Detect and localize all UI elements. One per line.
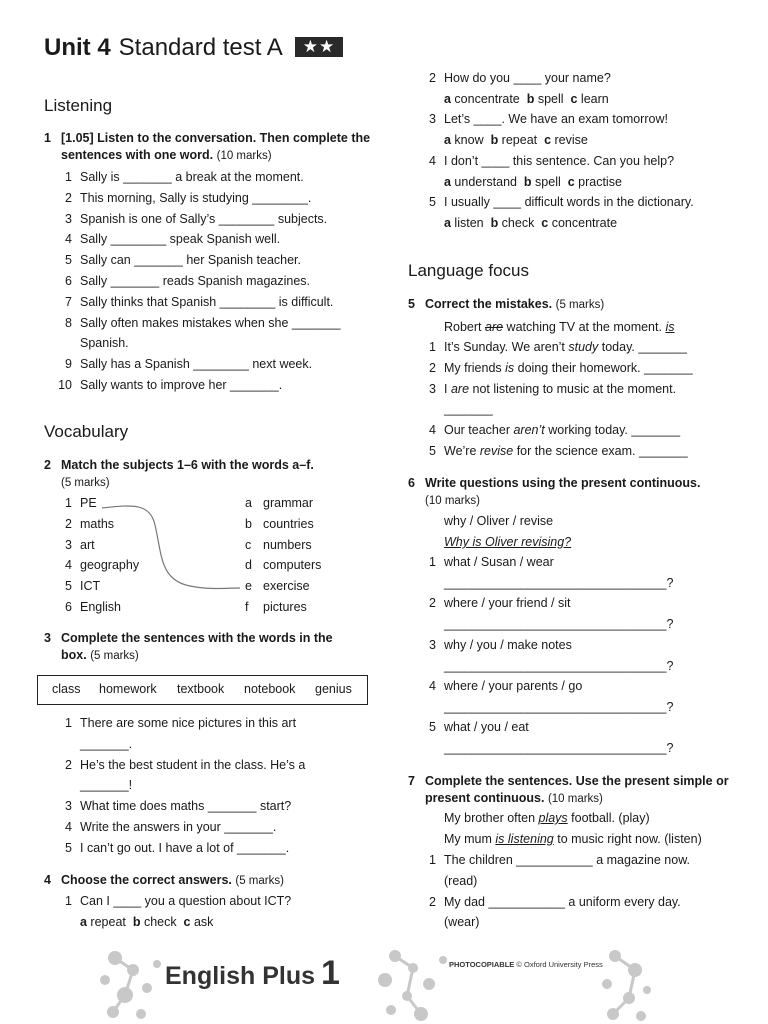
match-subject: 1 PE [52,496,97,510]
answer-blank: ________________________________? [444,658,674,673]
page-title [44,34,343,62]
list-item: 3 What time does maths _______ start? [52,799,291,813]
section-vocabulary: Vocabulary [44,422,129,441]
item-number: 2 [65,190,72,205]
item-number: 3 [65,211,72,226]
item-number: 2 [429,71,436,85]
item-number: 5 [65,840,72,855]
unit-label: Unit 4 [44,34,111,61]
match-line-example [100,500,250,595]
struck-word: are [485,320,504,334]
item-number: 1 [65,170,72,184]
item-number: 4 [65,820,72,834]
answer-options: a listen b check c concentrate [444,215,618,230]
item-number: 10 [58,378,72,392]
q5-example: Robert are watching TV at the moment. is [444,320,675,334]
box-word: genius [315,682,352,696]
item-number: 5 [65,253,72,268]
match-curve [102,506,240,589]
list-item: 8 Sally often makes mistakes when she _______ [52,316,341,330]
q5-instruction: 5 Correct the mistakes. (5 marks) [408,297,605,311]
copyright-notice: PHOTOCOPIABLE © Oxford University Press [449,960,603,969]
list-item: 2 He’s the best student in the class. He’s a [52,758,305,772]
box-word: homework [99,682,157,696]
list-item: _______. [80,736,133,751]
match-word: c numbers [245,537,312,552]
match-subject: 6 English [52,600,121,614]
list-item: 3 Spanish is one of Sally’s ________ subjects. [52,212,327,226]
question-item: 5 I usually ____ difficult words in the dictionary. [416,195,694,209]
list-item: 6 Sally _______ reads Spanish magazines. [52,274,310,288]
question-item: 3 Let’s ____. We have an exam tomorrow! [416,112,668,126]
q3-instruction: 3 Complete the sentences with the words in the box. (5 marks) [44,631,333,662]
list-item: 2 My dad ___________ a uniform every day. [416,895,681,909]
list-item: 2 My friends is doing their homework. _______ [416,361,693,375]
item-number: 3 [65,537,72,552]
match-word: d computers [245,558,322,573]
answer-options: a repeat b check c ask [80,915,214,929]
q2-instruction: 2 Match the subjects 1–6 with the words a–f. (5 marks) [44,458,314,489]
list-item: 4 Sally ________ speak Spanish well. [52,232,280,246]
example-answer: is [665,320,675,334]
item-number: 5 [65,579,72,594]
match-word: a grammar [245,496,314,510]
list-item: _______! [80,778,133,793]
match-word: e exercise [245,579,310,594]
item-number: 2 [65,757,72,772]
list-item: 5 Sally can _______ her Spanish teacher. [52,253,301,267]
q6-example-prompt: why / Oliver / revise [444,514,554,528]
match-subject: 2 maths [52,517,114,531]
q6-instruction: 6 Write questions using the present continuous. (10 marks) [408,476,701,507]
section-listening: Listening [44,96,113,115]
item-number: 1 [65,894,72,908]
q4-instruction: 4 Choose the correct answers. (5 marks) [44,873,284,887]
list-item: 7 Sally thinks that Spanish ________ is difficult. [52,295,333,309]
item-number: 3 [429,381,436,396]
question-prompt: 5 what / you / eat [416,720,529,734]
match-subject: 3 art [52,538,95,552]
question-prompt: 4 where / your parents / go [416,679,582,693]
q7-instruction: 7 Complete the sentences. Use the present simple or present continuous. (10 marks) [408,774,729,805]
list-item: 5 We’re revise for the science exam. _______ [416,444,688,458]
list-item: 3 I are not listening to music at the moment. [416,382,676,396]
item-number: 4 [65,558,72,573]
item-number: 5 [429,720,436,735]
list-item: 1 It’s Sunday. We aren’t study today. _______ [416,340,687,354]
q6-example-answer: Why is Oliver revising? [444,535,572,549]
answer-options: a know b repeat c revise [444,133,588,148]
item-number: 2 [429,894,436,909]
box-word: textbook [177,682,225,696]
test-title: Standard test A [118,34,283,61]
item-number: 2 [429,596,436,611]
q1-instruction: 1 [1.05] Listen to the conversation. Then complete the sentences with one word. (10 marks) [44,131,371,162]
section-language-focus: Language focus [408,261,529,280]
difficulty-stars: ★★ [295,37,343,57]
question-prompt: 2 where / your friend / sit [416,596,570,610]
list-item: 1 The children ___________ a magazine now. [416,853,690,867]
match-subject: 5 ICT [52,579,100,593]
list-item: Spanish. [80,336,129,351]
question-prompt: 3 why / you / make notes [416,638,572,652]
item-number: 2 [429,360,436,375]
list-item: 2 This morning, Sally is studying ________. [52,191,311,205]
english-plus-logo: English Plus 1 [165,954,340,992]
list-item: _______ [444,402,493,417]
list-item: 1 Sally is _______ a break at the moment. [52,170,304,184]
answer-blank: ________________________________? [444,617,674,632]
list-item: 9 Sally has a Spanish ________ next week. [52,357,312,371]
logo-level: 1 [321,954,340,992]
answer-blank: ________________________________? [444,741,674,756]
item-number: 6 [65,600,72,614]
list-item: 1 There are some nice pictures in this art [52,716,296,730]
q7-example-1: My brother often plays football. (play) [444,811,650,825]
item-number: 3 [429,637,436,652]
item-number: 9 [65,357,72,372]
list-item: 4 Our teacher aren’t working today. _______ [416,423,680,437]
item-number: 3 [65,799,72,814]
item-number: 4 [429,678,436,693]
box-word: notebook [244,682,296,696]
item-number: 8 [65,315,72,330]
answer-blank: ________________________________? [444,699,674,714]
item-number: 2 [65,516,72,531]
answer-blank: ________________________________? [444,576,674,590]
match-word: b countries [245,516,314,531]
item-number: 1 [429,555,436,569]
list-item: 4 Write the answers in your _______. [52,820,276,834]
word-box [37,675,368,705]
footer-banner [95,940,655,1024]
item-number: 3 [429,112,436,127]
item-number: 4 [65,232,72,247]
answer-options: a concentrate b spell c learn [444,92,609,106]
match-subject: 4 geography [52,558,139,572]
question-item: 1 Can I ____ you a question about ICT? [52,894,291,908]
item-number: 1 [65,496,72,510]
list-item: (wear) [444,915,480,930]
item-number: 1 [65,716,72,730]
item-number: 1 [429,853,436,867]
item-number: 4 [429,423,436,438]
item-number: 5 [429,194,436,209]
list-item: 5 I can’t go out. I have a lot of _______. [52,841,289,855]
item-number: 4 [429,153,436,168]
question-prompt: 1 what / Susan / wear [416,555,554,569]
answer-options: a understand b spell c practise [444,174,622,189]
item-number: 7 [65,294,72,309]
q7-example-2: My mum is listening to music right now. (listen) [444,832,702,846]
list-item: 10 Sally wants to improve her _______. [52,378,282,392]
item-number: 6 [65,274,72,288]
list-item: (read) [444,873,478,888]
item-number: 5 [429,444,436,458]
question-item: 4 I don’t ____ this sentence. Can you help? [416,154,674,168]
item-number: 1 [429,340,436,354]
box-word: class [52,682,81,696]
question-item: 2 How do you ____ your name? [416,71,611,85]
match-word: f pictures [245,600,307,614]
